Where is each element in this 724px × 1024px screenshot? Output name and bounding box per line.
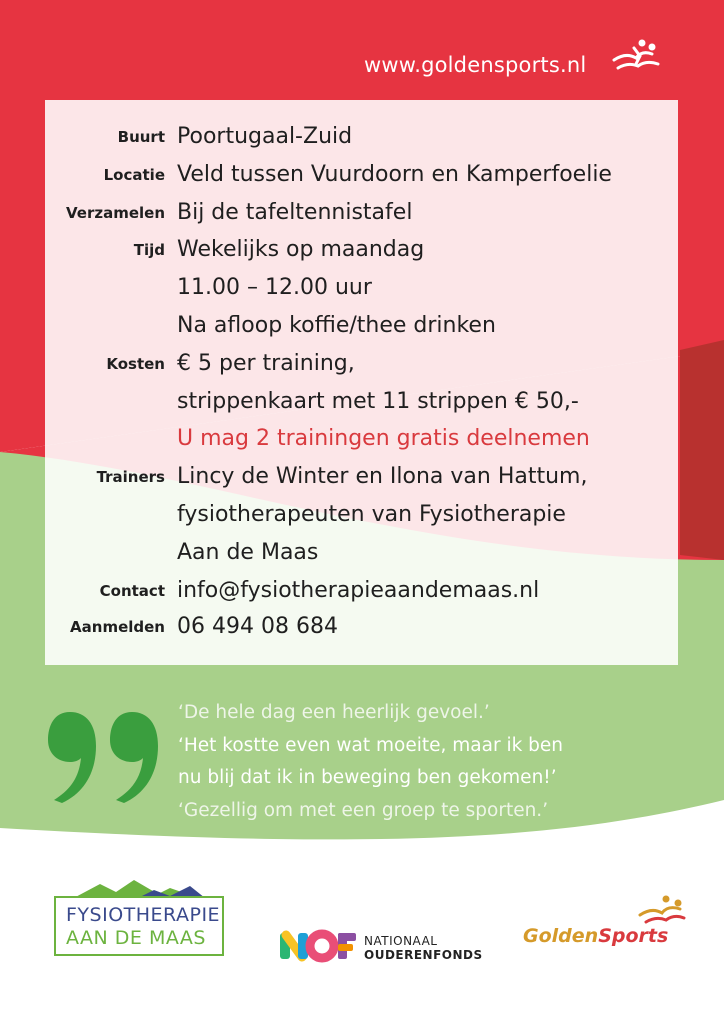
fysio-box [54, 896, 224, 956]
contact-phone[interactable]: 06 494 08 684 [177, 614, 338, 639]
testimonial-quote: ‘Het kostte even wat moeite, maar ik ben [178, 735, 564, 756]
row-label: Verzamelen [65, 204, 165, 222]
info-row [45, 420, 678, 458]
goldensports-logo [520, 895, 690, 955]
row-value: Aan de Maas [177, 540, 319, 565]
fysio-name-line2: AAN DE MAAS [66, 927, 206, 949]
info-row [45, 572, 678, 610]
info-row [45, 194, 678, 232]
contact-email[interactable]: info@fysiotherapieaandemaas.nl [177, 578, 540, 603]
nof-mark-icon [280, 929, 356, 963]
row-label: Tijd [133, 241, 165, 259]
row-value: Veld tussen Vuurdoorn en Kamperfoelie [177, 162, 612, 187]
info-row [45, 231, 678, 269]
ouderenfonds-logo [280, 925, 500, 965]
quote-mark-icon [48, 708, 163, 803]
testimonial-quote: nu blij dat ik in beweging ben gekomen!’ [178, 767, 557, 788]
gs-golden: Golden [523, 925, 599, 947]
website-url[interactable]: www.goldensports.nl [364, 53, 587, 77]
fysio-name-line1: FYSIOTHERAPIE [66, 904, 221, 926]
row-value: Poortugaal-Zuid [177, 124, 353, 149]
row-label: Contact [99, 582, 165, 600]
row-value: € 5 per training, [177, 351, 355, 376]
row-label: Aanmelden [70, 618, 165, 636]
testimonial-quote: ‘De hele dag een heerlijk gevoel.’ [178, 702, 490, 723]
info-row [45, 534, 678, 572]
gs-sports: Sports [598, 925, 669, 947]
runners-icon [638, 895, 686, 925]
info-row [45, 345, 678, 383]
row-label: Buurt [117, 128, 165, 146]
info-row [45, 269, 678, 307]
row-value: Lincy de Winter en Ilona van Hattum, [177, 464, 588, 489]
fysiotherapie-logo [54, 876, 224, 956]
row-value: Bij de tafeltennistafel [177, 200, 413, 225]
row-label: Kosten [106, 355, 165, 373]
row-value: strippenkaart met 11 strippen € 50,- [177, 389, 579, 414]
info-card [45, 100, 678, 665]
nof-name-line1: NATIONAAL [364, 934, 438, 948]
row-value: Wekelijks op maandag [177, 237, 425, 262]
info-row [45, 496, 678, 534]
info-row [45, 307, 678, 345]
free-trial-note: U mag 2 trainingen gratis deelnemen [177, 426, 590, 451]
row-value: 11.00 – 12.00 uur [177, 275, 372, 300]
row-label: Trainers [96, 468, 165, 486]
info-row [45, 156, 678, 194]
row-value: fysiotherapeuten van Fysiotherapie [177, 502, 566, 527]
runners-icon [612, 38, 660, 74]
info-row [45, 458, 678, 496]
testimonial-quote: ‘Gezellig om met een groep te sporten.’ [178, 800, 549, 821]
row-label: Locatie [103, 166, 165, 184]
info-row [45, 383, 678, 421]
nof-name-line2: OUDERENFONDS [364, 948, 483, 962]
goldensports-wordmark [523, 925, 668, 947]
row-value: Na afloop koffie/thee drinken [177, 313, 496, 338]
info-row [45, 118, 678, 156]
info-row [45, 608, 678, 646]
